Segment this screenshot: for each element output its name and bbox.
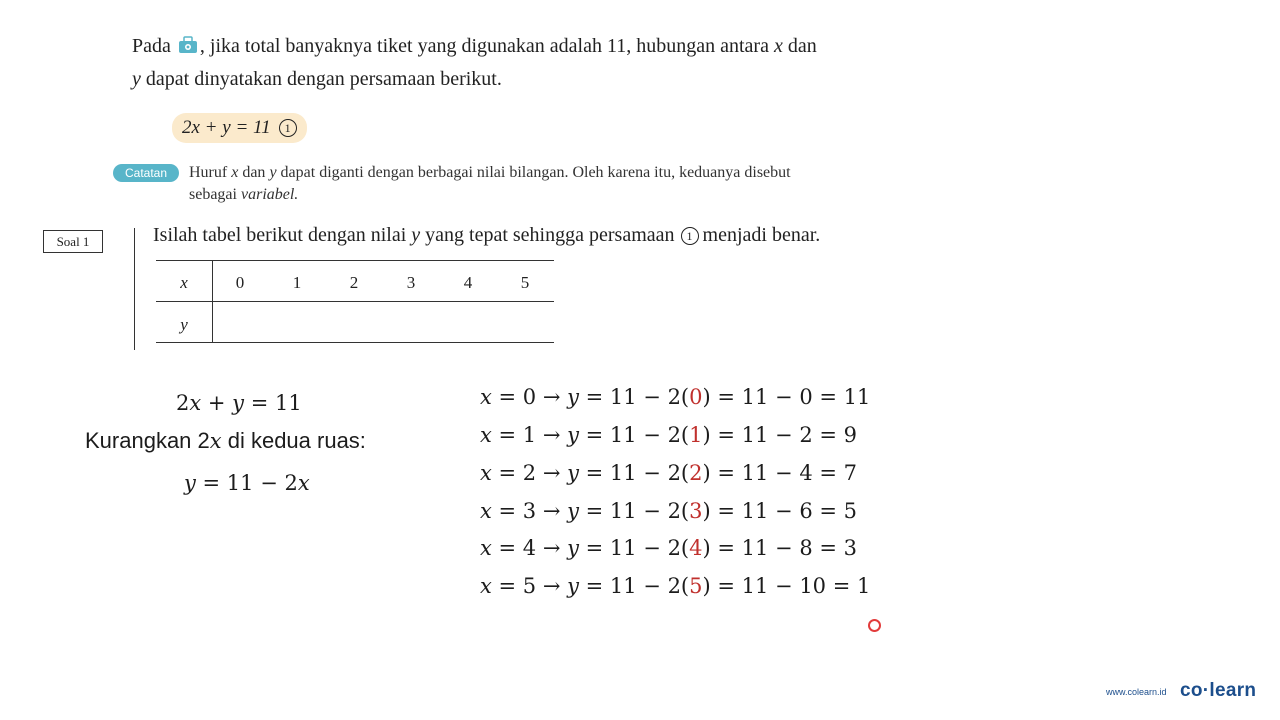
ticket-icon xyxy=(178,36,198,54)
solution-row: 𝑥 = 5 → 𝑦 = 11 − 2(5) = 11 − 10 = 1 xyxy=(480,574,871,598)
solution-row: 𝑥 = 1 → 𝑦 = 11 − 2(1) = 11 − 2 = 9 xyxy=(480,423,857,447)
pointer-dot xyxy=(868,619,881,632)
table-x-cell: 0 xyxy=(235,273,245,292)
solution-step-label: Kurangkan 2𝑥 di kedua ruas: xyxy=(85,428,366,453)
table-x-cell: 1 xyxy=(292,273,302,292)
table-header-divider xyxy=(212,260,213,343)
value-table xyxy=(156,260,554,343)
solution-row: 𝑥 = 2 → 𝑦 = 11 − 2(2) = 11 − 4 = 7 xyxy=(480,461,857,485)
exercise-marker: 1 xyxy=(681,227,699,245)
table-x-cell: 2 xyxy=(349,273,359,292)
table-x-cell: 4 xyxy=(463,273,473,292)
equation-marker: 1 xyxy=(279,119,297,137)
note-text: Huruf x dan y dapat diganti dengan berbagai nilai bilangan. Oleh karena itu, keduanya disebut sebagai variabel. xyxy=(189,164,791,203)
note-badge: Catatan xyxy=(113,164,179,182)
solution-row: 𝑥 = 3 → 𝑦 = 11 − 2(3) = 11 − 6 = 5 xyxy=(480,499,857,523)
solution-original-equation: 2𝑥 + 𝑦 = 11 xyxy=(176,391,302,415)
table-top-rule xyxy=(156,260,554,261)
exercise-divider xyxy=(134,228,135,350)
solution-result-equation: 𝑦 = 11 − 2𝑥 xyxy=(184,471,310,495)
footer-url[interactable]: www.colearn.id xyxy=(1106,687,1167,697)
intro-line-2: y dapat dinyatakan dengan persamaan berikut. xyxy=(132,68,502,90)
table-x-cell: 3 xyxy=(406,273,416,292)
equation-highlight xyxy=(172,113,307,143)
exercise-question: Isilah tabel berikut dengan nilai y yang tepat sehingga persamaan 1 menjadi benar. xyxy=(153,224,821,246)
brand-logo: co·learn xyxy=(1180,680,1257,701)
table-x-cell: 5 xyxy=(520,273,530,292)
intro-paragraph xyxy=(132,30,892,96)
solution-row: 𝑥 = 4 → 𝑦 = 11 − 2(4) = 11 − 8 = 3 xyxy=(480,536,857,560)
table-bottom-rule xyxy=(156,342,554,343)
solution-row: 𝑥 = 0 → 𝑦 = 11 − 2(0) = 11 − 0 = 11 xyxy=(480,385,871,409)
intro-line-1: Pada , jika total banyaknya tiket yang digunakan adalah 11, hubungan antara x dan xyxy=(132,35,817,57)
table-y-header: y xyxy=(180,315,188,334)
exercise-label: Soal 1 xyxy=(43,230,103,253)
table-x-header: x xyxy=(180,273,188,292)
table-mid-rule xyxy=(156,301,554,302)
equation-text: 2x + y = 11 xyxy=(182,117,271,138)
